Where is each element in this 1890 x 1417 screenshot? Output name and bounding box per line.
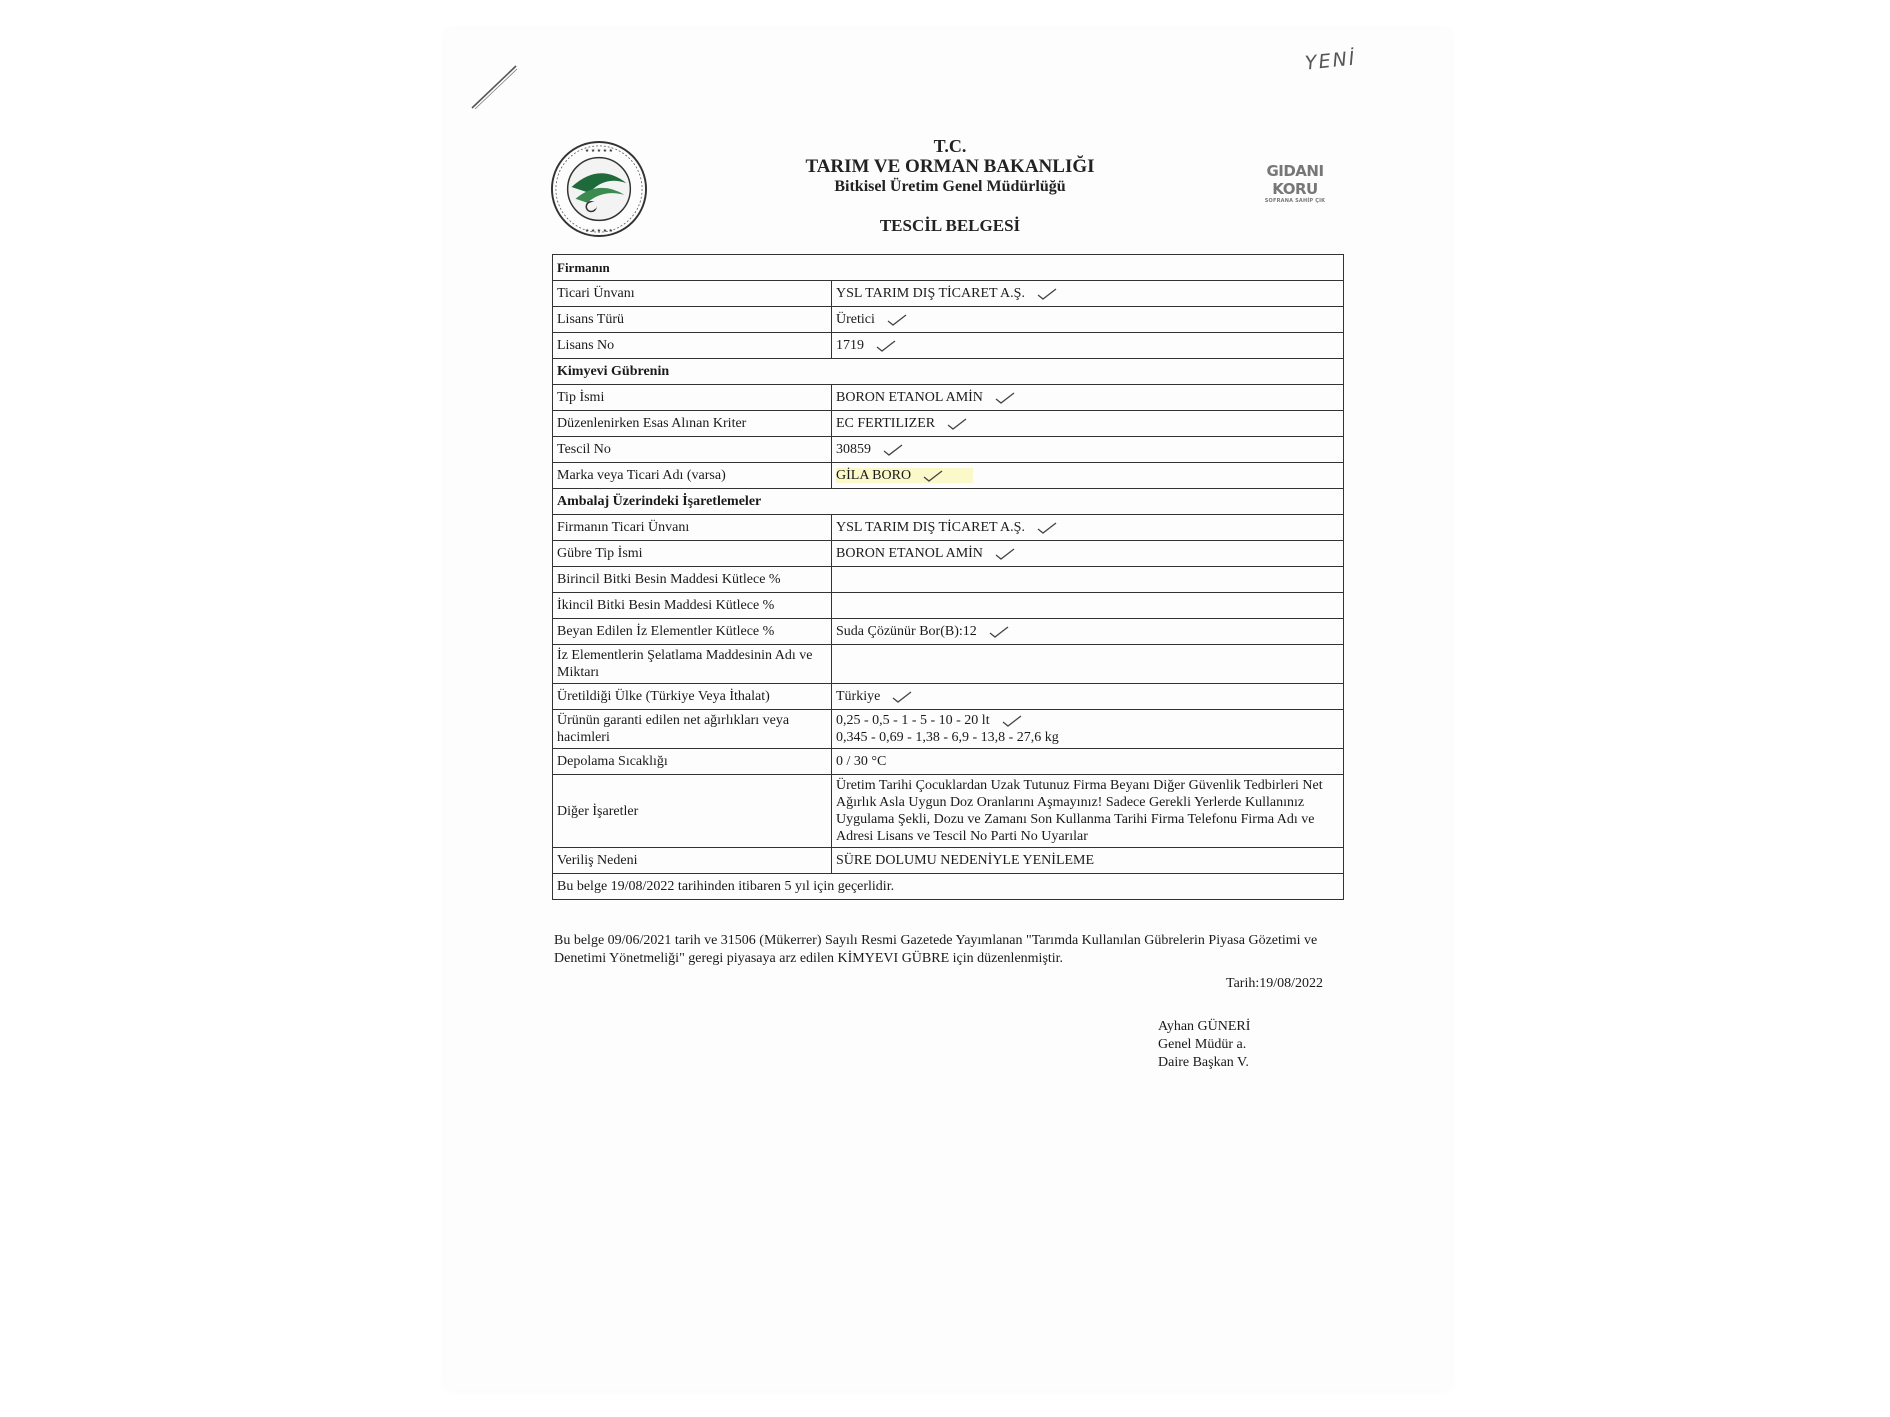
- table-row: [553, 515, 1344, 541]
- checkmark-icon: [995, 548, 1015, 560]
- row-value-cell: [832, 684, 1344, 710]
- table-row: [553, 749, 1344, 775]
- table-row: [553, 775, 1344, 848]
- pen-stroke-mark: [470, 62, 520, 112]
- row-label: Ticari Ünvanı: [553, 281, 832, 307]
- section-row: [553, 489, 1344, 515]
- table-row: [553, 463, 1344, 489]
- row-value: YSL TARIM DIŞ TİCARET A.Ş.: [836, 520, 1025, 535]
- header-country: T.C.: [933, 136, 967, 156]
- row-value: BORON ETANOL AMİN: [836, 546, 983, 561]
- issue-date: Tarih:19/08/2022: [1226, 976, 1324, 991]
- row-value-cell: [832, 515, 1344, 541]
- checkmark-icon: [876, 340, 896, 352]
- row-value-cell: [832, 619, 1344, 645]
- ministry-seal-icon: [550, 140, 648, 238]
- signature-block: [1158, 1018, 1250, 1072]
- row-value: [832, 645, 1344, 684]
- row-label: Birincil Bitki Besin Maddesi Kütlece %: [553, 567, 832, 593]
- row-label: Tip İsmi: [553, 385, 832, 411]
- table-row: [553, 437, 1344, 463]
- checkmark-icon: [923, 470, 943, 482]
- section-row: [553, 359, 1344, 385]
- row-label: İkincil Bitki Besin Maddesi Kütlece %: [553, 593, 832, 619]
- document-title: TESCİL BELGESİ: [879, 216, 1021, 235]
- row-label: Depolama Sıcaklığı: [553, 749, 832, 775]
- table-row: [553, 333, 1344, 359]
- row-label: Veriliş Nedeni: [553, 848, 832, 874]
- signatory-name: Ayhan GÜNERİ: [1158, 1019, 1251, 1034]
- row-label: İz Elementlerin Şelatlama Maddesinin Adı ve Miktarı: [553, 645, 832, 684]
- row-value: Suda Çözünür Bor(B):12: [836, 624, 977, 639]
- row-value: Üretim Tarihi Çocuklardan Uzak Tutunuz Firma Beyanı Diğer Güvenlik Tedbirleri Net Ağırlık Asla Uygun Doz Oranlarını Aşmayınız! Sadece Gerekli Yerlerde Kullanınız Uygulama Şekli, Dozu ve Zamanı Son Kullanma Tarihi Firma Telefonu Firma Adı ve Adresi Lisans ve Tescil No Parti No Uyarılar: [832, 775, 1344, 848]
- row-value-cell: [832, 437, 1344, 463]
- row-value: Üretici: [836, 312, 875, 327]
- row-label: Firmanın Ticari Ünvanı: [553, 515, 832, 541]
- table-row: [553, 619, 1344, 645]
- svg-text:★ ★ ★ ★ ★: ★ ★ ★ ★ ★: [584, 228, 614, 235]
- row-label: Tescil No: [553, 437, 832, 463]
- highlighted-brand-value: [836, 468, 973, 483]
- handwritten-note: YENİ: [1303, 47, 1358, 75]
- row-value: 1719: [836, 338, 864, 353]
- row-value-cell: [832, 307, 1344, 333]
- net-amount-line: [836, 712, 1339, 729]
- regulation-note: Bu belge 09/06/2021 tarih ve 31506 (Mükerrer) Sayılı Resmi Gazetede Yayımlanan "Tarımda Kullanılan Gübrelerin Piyasa Gözetimi ve Denetimi Yönetmeliği" geregi piyasaya arz edilen KİMYEVI GÜBRE için düzenlenmiştir.: [554, 933, 1318, 966]
- header-ministry: TARIM VE ORMAN BAKANLIĞI: [805, 156, 1095, 177]
- section-row: [553, 255, 1344, 281]
- row-value-cell: [832, 411, 1344, 437]
- checkmark-icon: [883, 444, 903, 456]
- row-value-cell: [832, 541, 1344, 567]
- registration-table: [552, 254, 1344, 900]
- table-row: [553, 645, 1344, 684]
- section-firm: Firmanın: [553, 255, 1344, 281]
- row-label: Marka veya Ticari Adı (varsa): [553, 463, 832, 489]
- row-label: Diğer İşaretler: [553, 775, 832, 848]
- row-value-cell: [832, 333, 1344, 359]
- section-packaging: Ambalaj Üzerindeki İşaretlemeler: [553, 489, 1344, 515]
- row-value: GİLA BORO: [836, 468, 912, 483]
- validity-statement: Bu belge 19/08/2022 tarihinden itibaren 5 yıl için geçerlidir.: [553, 874, 1344, 900]
- row-value: BORON ETANOL AMİN: [836, 390, 983, 405]
- table-row: [553, 593, 1344, 619]
- table-row: [553, 848, 1344, 874]
- row-label: Lisans Türü: [553, 307, 832, 333]
- row-value: EC FERTILIZER: [836, 416, 936, 431]
- table-row: [553, 385, 1344, 411]
- table-row: [553, 874, 1344, 900]
- row-label: Gübre Tip İsmi: [553, 541, 832, 567]
- row-value: 30859: [836, 442, 871, 457]
- svg-text:★ ★ ★ ★ ★: ★ ★ ★ ★ ★: [584, 147, 614, 154]
- gidani-koru-tagline: SOFRANA SAHİP ÇIK: [1264, 198, 1326, 204]
- gidani-koru-logo: [1245, 162, 1345, 204]
- row-label: Düzenlenirken Esas Alınan Kriter: [553, 411, 832, 437]
- table-row: [553, 567, 1344, 593]
- checkmark-icon: [995, 392, 1015, 404]
- checkmark-icon: [947, 418, 967, 430]
- row-label: Beyan Edilen İz Elementler Kütlece %: [553, 619, 832, 645]
- row-value: 0,25 - 0,5 - 1 - 5 - 10 - 20 lt: [836, 713, 990, 728]
- checkmark-icon: [1002, 715, 1022, 727]
- row-label: Ürünün garanti edilen net ağırlıkları veya hacimleri: [553, 710, 832, 749]
- section-fertilizer: Kimyevi Gübrenin: [553, 359, 1344, 385]
- table-row: [553, 281, 1344, 307]
- row-label: Lisans No: [553, 333, 832, 359]
- row-value: 0,345 - 0,69 - 1,38 - 6,9 - 13,8 - 27,6 kg: [836, 730, 1059, 745]
- row-value-cell: [832, 710, 1344, 749]
- header-directorate: Bitkisel Üretim Genel Müdürlüğü: [834, 178, 1066, 195]
- row-value: 0 / 30 °C: [832, 749, 1344, 775]
- row-value: SÜRE DOLUMU NEDENİYLE YENİLEME: [832, 848, 1344, 874]
- row-value: Türkiye: [836, 689, 881, 704]
- row-value: [832, 593, 1344, 619]
- row-value: [832, 567, 1344, 593]
- checkmark-icon: [887, 314, 907, 326]
- table-row: [553, 684, 1344, 710]
- table-row: [553, 541, 1344, 567]
- checkmark-icon: [892, 691, 912, 703]
- checkmark-icon: [1037, 288, 1057, 300]
- checkmark-icon: [989, 626, 1009, 638]
- signatory-title: Genel Müdür a.: [1158, 1037, 1247, 1052]
- table-row: [553, 411, 1344, 437]
- row-value-cell: [832, 463, 1344, 489]
- table-row: [553, 307, 1344, 333]
- row-value-cell: [832, 281, 1344, 307]
- row-value-cell: [832, 385, 1344, 411]
- checkmark-icon: [1037, 522, 1057, 534]
- table-row: [553, 710, 1344, 749]
- signatory-title: Daire Başkan V.: [1158, 1055, 1249, 1070]
- row-value: YSL TARIM DIŞ TİCARET A.Ş.: [836, 286, 1025, 301]
- row-label: Üretildiği Ülke (Türkiye Veya İthalat): [553, 684, 832, 710]
- gidani-koru-name: GIDANI KORU: [1266, 162, 1324, 198]
